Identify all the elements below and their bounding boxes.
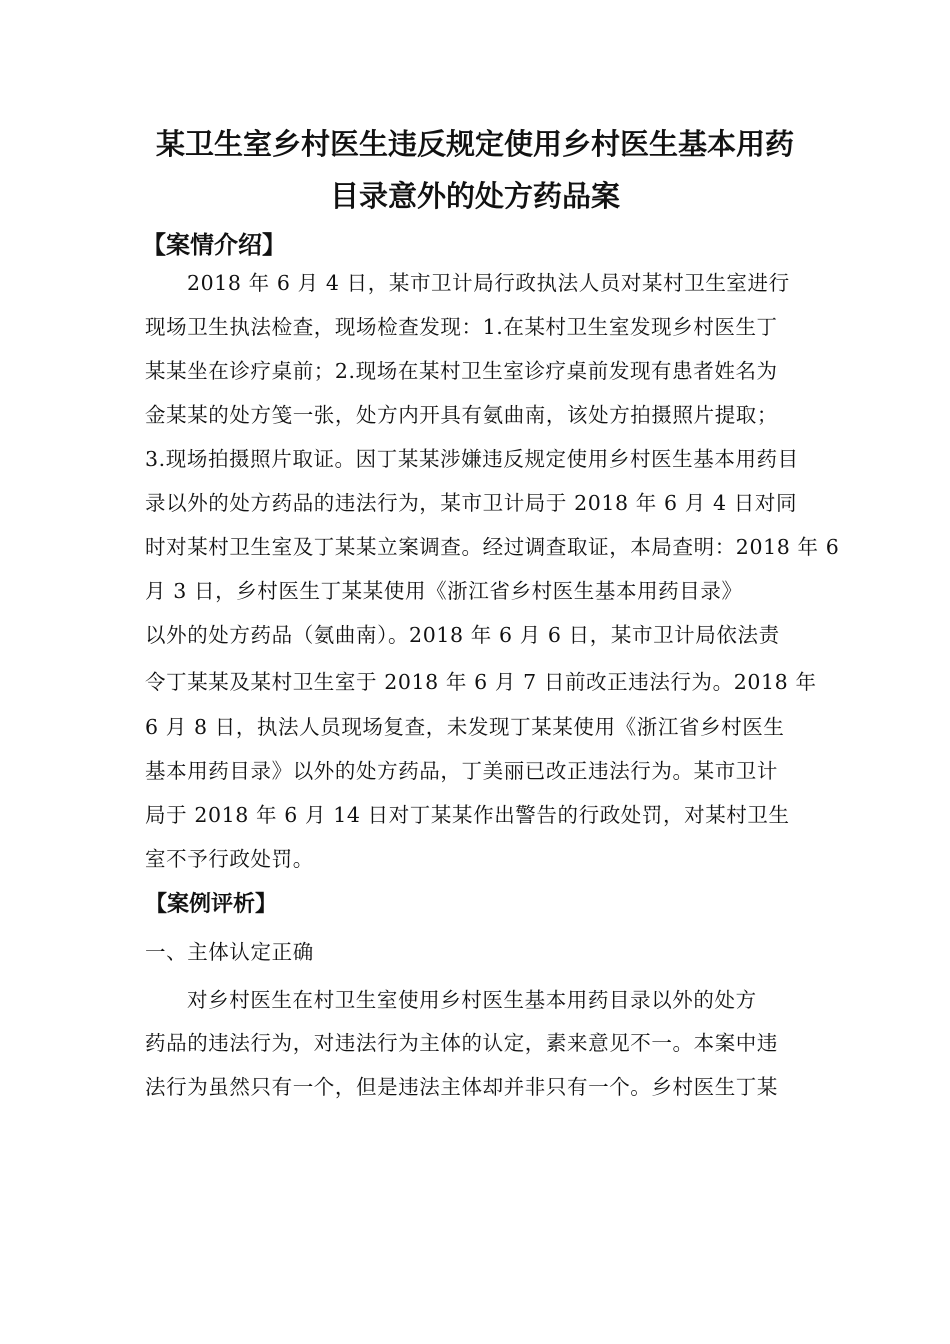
paragraph-line: 时对某村卫生室及丁某某立案调查。经过调查取证，本局查明：2018 年 6 [145,535,840,559]
paragraph-line: 月 3 日，乡村医生丁某某使用《浙江省乡村医生基本用药目录》 [145,579,743,603]
paragraph-line: 法行为虽然只有一个，但是违法主体却并非只有一个。乡村医生丁某 [145,1075,778,1099]
paragraph-line: 令丁某某及某村卫生室于 2018 年 6 月 7 日前改正违法行为。2018 年 [145,670,817,694]
section-heading-case-analysis: 【案例评析】 [145,891,278,917]
paragraph-line: 药品的违法行为，对违法行为主体的认定，素来意见不一。本案中违 [145,1031,778,1055]
paragraph-line: 金某某的处方笺一张，处方内开具有氨曲南，该处方拍摄照片提取； [145,403,778,427]
paragraph-line: 室不予行政处罚。 [145,847,314,871]
document-title-line-1: 某卫生室乡村医生违反规定使用乡村医生基本用药 [155,127,794,161]
section-heading-case-intro: 【案情介绍】 [142,231,286,259]
paragraph-line: 2018 年 6 月 4 日，某市卫计局行政执法人员对某村卫生室进行 [187,271,790,295]
paragraph-line: 基本用药目录》以外的处方药品，丁美丽已改正违法行为。某市卫计 [145,759,778,783]
paragraph-line: 局于 2018 年 6 月 14 日对丁某某作出警告的行政处罚，对某村卫生 [145,803,790,827]
paragraph-line: 某某坐在诊疗桌前；2.现场在某村卫生室诊疗桌前发现有患者姓名为 [145,359,778,383]
paragraph-line: 6 月 8 日，执法人员现场复查，未发现丁某某使用《浙江省乡村医生 [145,715,785,739]
paragraph-line: 现场卫生执法检查，现场检查发现：1.在某村卫生室发现乡村医生丁 [145,315,778,339]
paragraph-line: 录以外的处方药品的违法行为，某市卫计局于 2018 年 6 月 4 日对同 [145,491,798,515]
document-title-line-2: 目录意外的处方药品案 [329,179,620,213]
subheading-subject-identification: 一、主体认定正确 [145,940,314,964]
paragraph-line: 对乡村医生在村卫生室使用乡村医生基本用药目录以外的处方 [187,988,757,1012]
paragraph-line: 3.现场拍摄照片取证。因丁某某涉嫌违反规定使用乡村医生基本用药目 [145,447,799,471]
paragraph-line: 以外的处方药品（氨曲南）。2018 年 6 月 6 日，某市卫计局依法责 [145,623,780,647]
